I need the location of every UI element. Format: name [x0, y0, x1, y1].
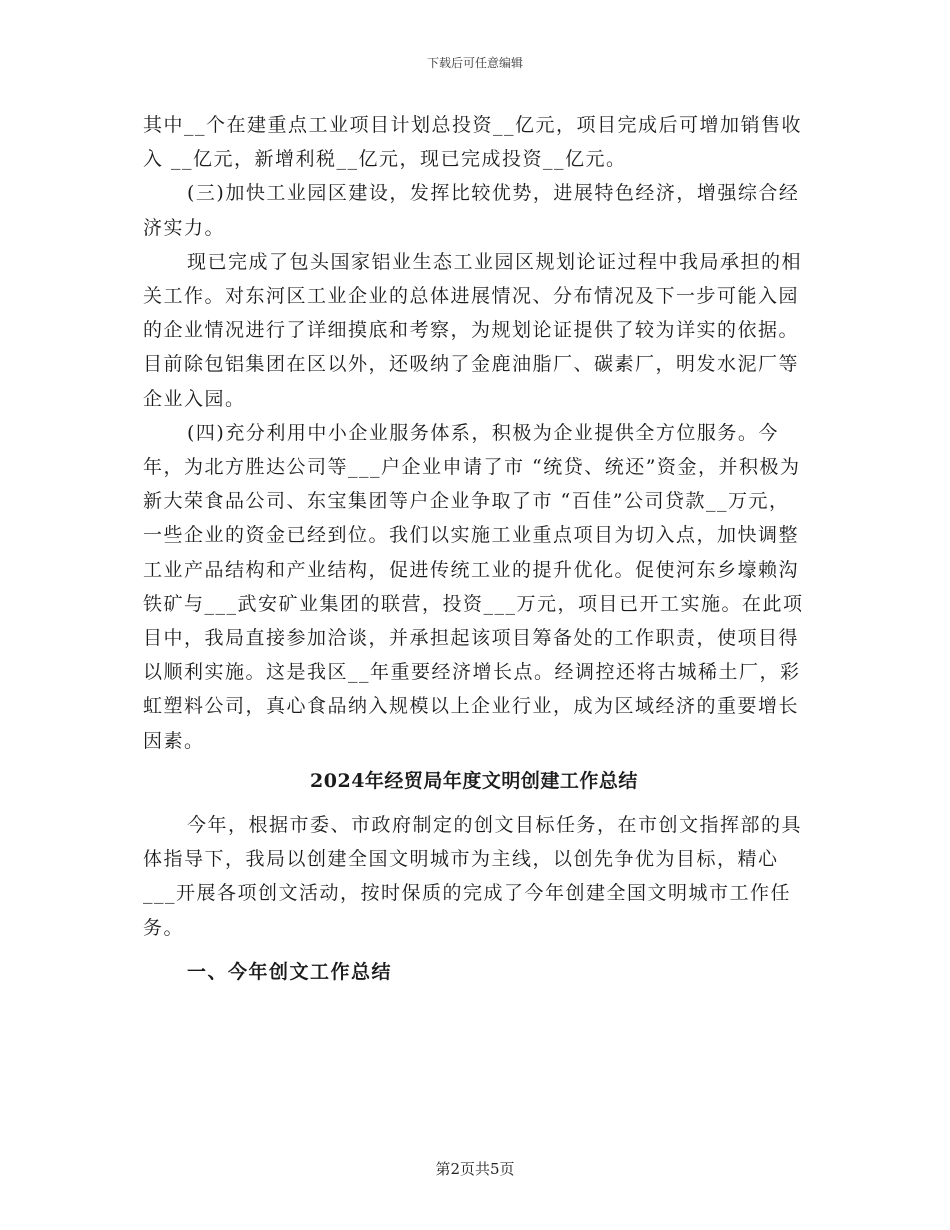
paragraph-civilization-intro: 今年，根据市委、市政府制定的创文目标任务，在市创文指挥部的具体指导下，我局以创建全国文明城市为主线，以创先争优为目标，精心___开展各项创文活动，按时保质的完成了今年创建全国文明城市工作任务。 [143, 814, 803, 939]
section-title: 2024年经贸局年度文明创建工作总结 [310, 769, 638, 792]
document-body [143, 108, 805, 989]
page-header-note: 下载后可任意编辑 [426, 56, 523, 70]
paragraph-industrial-park: 现已完成了包头国家铝业生态工业园区规划论证过程中我局承担的相关工作。对东河区工业企业的总体进展情况、分布情况及下一步可能入园的企业情况进行了详细摸底和考察，为规划论证提供了较为详实的依据。目前除包铝集团在区以外，还吸纳了金鹿油脂厂、碳素厂，明发水泥厂等企业入园。 [143, 250, 803, 410]
subheading-summary: 一、今年创文工作总结 [187, 960, 393, 983]
paragraph-industrial-park-heading: (三)加快工业园区建设，发挥比较优势，进展特色经济，增强综合经济实力。 [143, 182, 800, 239]
paragraph-sme-service: (四)充分利用中小企业服务体系，积极为企业提供全方位服务。今年，为北方胜达公司等___户企业申请了市 “统贷、统还”资金，并积极为新大荣食品公司、东宝集团等户企业争取了市 “百佳”公司贷款__万元，一些企业的资金已经到位。我们以实施工业重点项目为切入点，加快调整工业产品结构和产业结构，促进传统工业的提升优化。促使河东乡壕赖沟铁矿与___武安矿业集团的联营，投资___万元，项目已开工实施。在此项目中，我局直接参加洽谈，并承担起该项目筹备处的工作职责，使项目得以顺利实施。这是我区__年重要经济增长点。经调控还将古城稀土厂，彩虹塑料公司，真心食品纳入规模以上企业行业，成为区域经济的重要增长因素。 [143, 421, 804, 752]
paragraph-investment: 其中__个在建重点工业项目计划总投资__亿元，项目完成后可增加销售收入 __亿元，新增利税__亿元，现已完成投资__亿元。 [143, 114, 803, 171]
page-number: 第2页共5页 [435, 1160, 515, 1178]
